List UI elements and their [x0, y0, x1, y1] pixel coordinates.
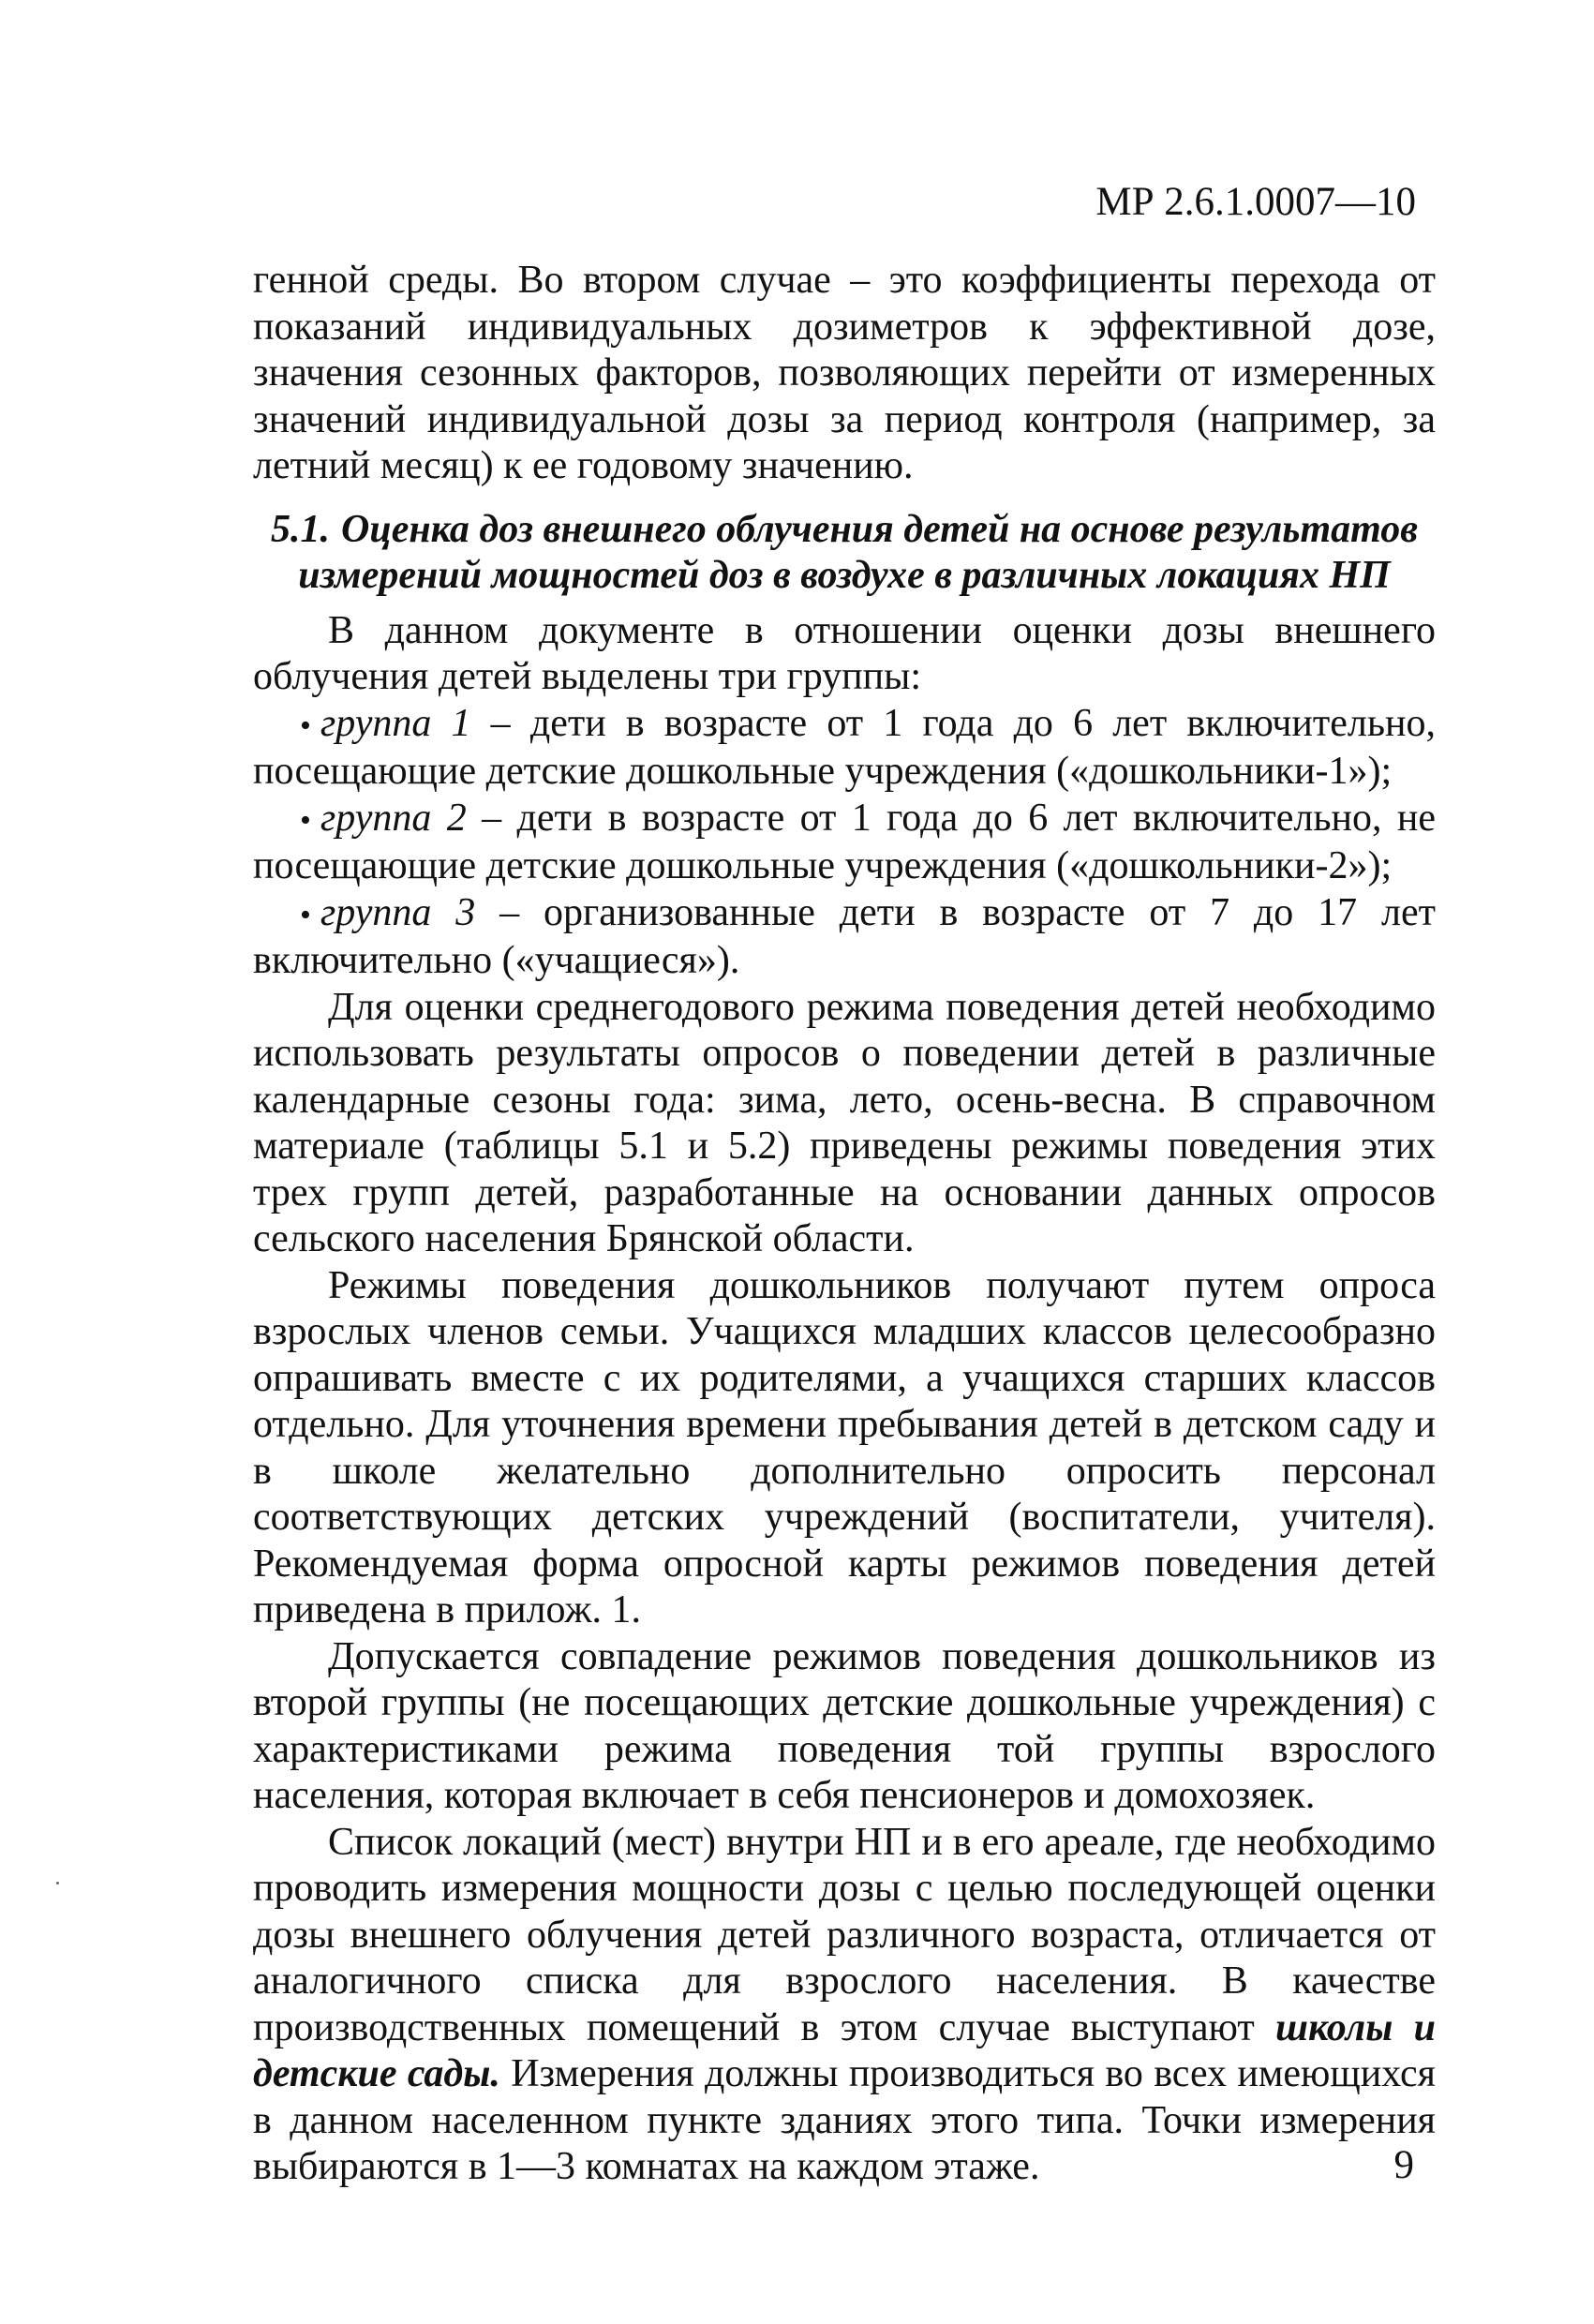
group-label: группа 2 — [320, 796, 467, 840]
group-text: – дети в возрасте от 1 года до 6 лет включительно, посещающие детские дошкольные учреждения («дошкольники-1»); — [253, 701, 1436, 793]
group-label: группа 1 — [320, 701, 471, 745]
document-code: МР 2.6.1.0007—10 — [1095, 180, 1416, 224]
section-heading — [253, 507, 1436, 599]
group-label: группа 3 — [320, 890, 476, 934]
page-number: 9 — [1393, 2143, 1414, 2187]
group-text: – организованные дети в возрасте от 7 до 17 лет включительно («учащиеся»). — [253, 890, 1436, 982]
section-title: Оценка доз внешнего облучения детей на основе результатов измерений мощностей доз в воздухе в различных локациях НП — [298, 507, 1418, 597]
regime-paragraph: Для оценки среднегодового режима поведения детей необходимо использовать результаты опросов о поведении детей в различные календарные сезоны года: зима, лето, осень-весна. В справочном материале (таблицы 5.1 и 5.2) приведены режимы поведения этих трех групп детей, разработанные на основании данных опросов сельского населения Брянской области. — [253, 985, 1436, 1260]
group-item — [253, 890, 1436, 985]
intro-paragraph: генной среды. Во втором случае – это коэффициенты перехода от показаний индивидуальных дозиметров к эффективной дозе, значения сезонных факторов, позволяющих перейти от измеренных значений индивидуальной дозы за период контроля (например, за летний месяц) к ее годовому значению. — [253, 259, 1436, 487]
survey-paragraph: Режимы поведения дошкольников получают путем опроса взрослых членов семьи. Учащихся младших классов целесообразно опрашивать вместе с их родителями, а учащихся старших классов отдельно. Для уточнения времени пребывания детей в детском саду и в школе желательно дополнительно опросить персонал соответствующих детских учреждений (воспитатели, учителя). Рекомендуемая форма опросной карты режимов поведения детей приведена в прилож. 1. — [253, 1263, 1436, 1631]
locations-text-part1: Список локаций (мест) внутри НП и в его ареале, где необходимо проводить измерения мощности дозы с целью последующей оценки дозы внешнего облучения детей различного возраста, отличается от аналогичного списка для взрослого населения. В качестве производственных помещений в этом случае выступают — [253, 1820, 1436, 2049]
section-number: 5.1. — [271, 507, 330, 551]
page-content — [253, 258, 1436, 2191]
scan-speck — [56, 1882, 59, 1885]
bullet-icon: • — [300, 708, 311, 743]
allowed-paragraph: Допускается совпадение режимов поведения дошкольников из второй группы (не посещающих детские дошкольные учреждения) с характеристиками режима поведения той группы взрослого населения, которая включает в себя пенсионеров и домохозяек. — [253, 1634, 1436, 1817]
bullet-icon: • — [300, 802, 311, 838]
group-item — [253, 701, 1436, 796]
locations-emphasis: школы и детские сады. — [253, 2005, 1437, 2095]
locations-paragraph — [253, 1820, 1436, 2191]
locations-text-part2: Измерения должны производиться во всех имеющихся в данном населенном пункте зданиях этого типа. Точки измерения выбираются в 1—3 комнатах на каждом этаже. — [253, 2052, 1436, 2188]
groups-intro-paragraph: В данном документе в отношении оценки дозы внешнего облучения детей выделены три группы: — [253, 608, 1436, 698]
bullet-icon: • — [300, 897, 311, 932]
group-text: – дети в возрасте от 1 года до 6 лет включительно, не посещающие детские дошкольные учреждения («дошкольники-2»); — [253, 796, 1436, 887]
group-item — [253, 796, 1436, 890]
